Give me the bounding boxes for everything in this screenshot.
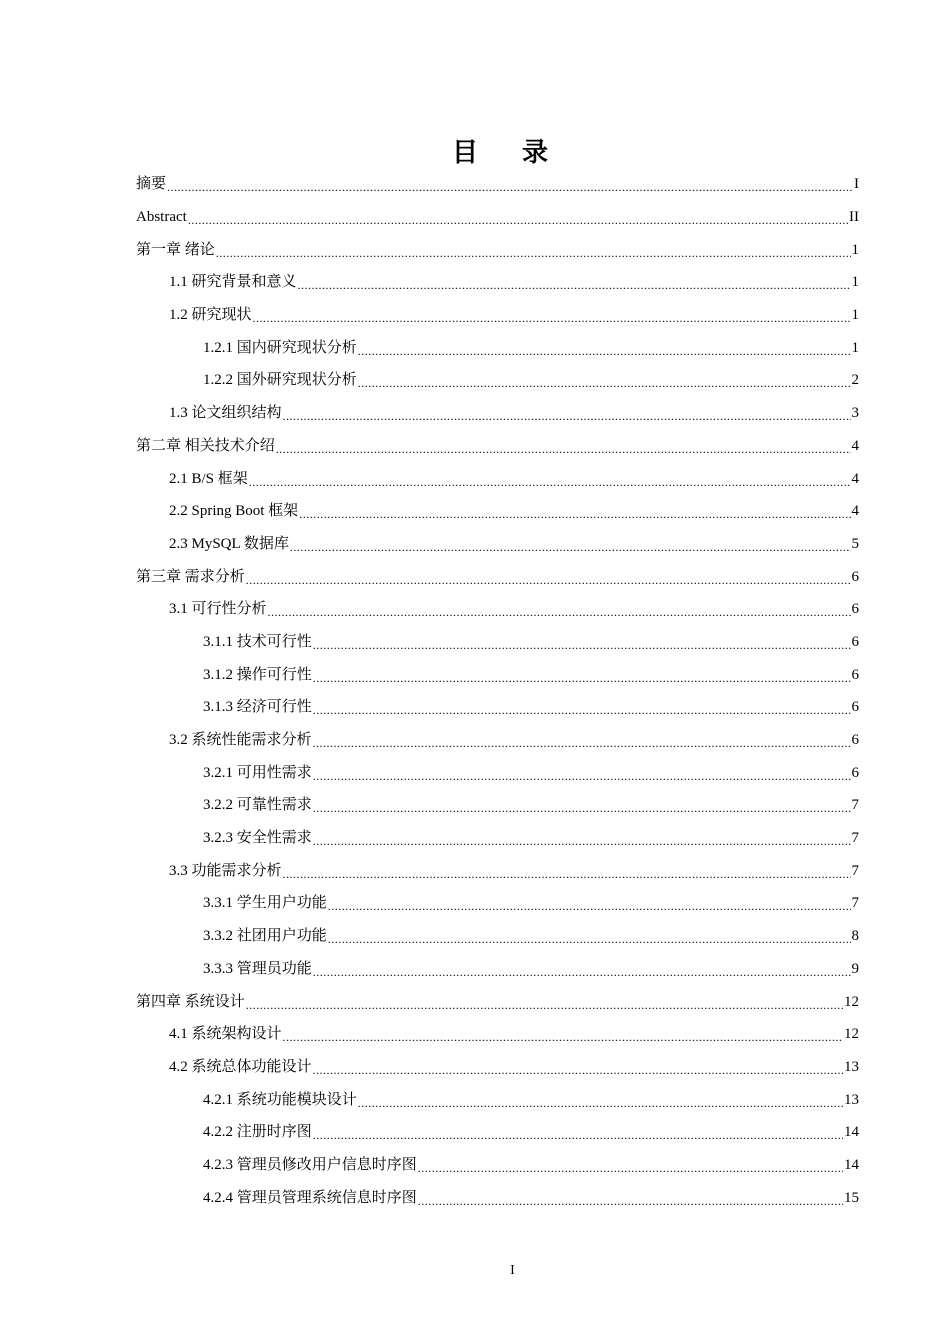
toc-entry-label: 2.1 B/S 框架 <box>169 470 248 487</box>
toc-entry-label: 4.2.3 管理员修改用户信息时序图 <box>203 1156 417 1173</box>
toc-dot-leader <box>299 504 850 524</box>
toc-dot-leader <box>418 1158 843 1178</box>
toc-entry[interactable] <box>136 920 859 953</box>
toc-entry-page-number: 4 <box>851 437 859 454</box>
toc-entry-page-number: 13 <box>844 1058 859 1075</box>
toc-dot-leader <box>246 995 843 1015</box>
toc-entry-label: 第三章 需求分析 <box>136 568 245 585</box>
toc-entry-page-number: 6 <box>851 601 859 618</box>
toc-entry-page-number: 1 <box>851 339 859 356</box>
toc-entry-label: 4.2 系统总体功能设计 <box>169 1058 312 1075</box>
toc-entry-page-number: II <box>849 209 859 226</box>
toc-entry[interactable] <box>136 168 859 201</box>
toc-dot-leader <box>283 406 851 426</box>
toc-entry-label: 摘要 <box>136 176 167 193</box>
toc-dot-leader <box>313 635 851 655</box>
toc-entry-page-number: 6 <box>851 633 859 650</box>
toc-entry-label: 3.2.3 安全性需求 <box>203 830 312 847</box>
toc-title-char-2: 录 <box>522 138 549 168</box>
toc-dot-leader <box>313 962 851 982</box>
toc-entry-page-number: 7 <box>851 797 859 814</box>
toc-entry-page-number: 12 <box>844 1026 859 1043</box>
toc-dot-leader <box>188 210 848 230</box>
toc-title-char-1: 目 <box>451 138 478 168</box>
toc-list <box>136 168 859 1214</box>
toc-entry-page-number: 6 <box>851 732 859 749</box>
toc-entry-label: 3.1.1 技术可行性 <box>203 633 312 650</box>
toc-entry-label: 3.3.2 社团用户功能 <box>203 928 327 945</box>
toc-entry-label: 1.2 研究现状 <box>169 307 252 324</box>
toc-dot-leader <box>313 668 851 688</box>
toc-entry-page-number: 6 <box>851 568 859 585</box>
toc-entry[interactable] <box>136 1149 859 1182</box>
toc-entry[interactable] <box>136 462 859 495</box>
toc-dot-leader <box>298 275 851 295</box>
toc-entry[interactable] <box>136 528 859 561</box>
toc-entry-label: 第四章 系统设计 <box>136 993 245 1010</box>
toc-entry-label: 第一章 绪论 <box>136 241 215 258</box>
toc-dot-leader <box>253 308 851 328</box>
toc-entry-page-number: 13 <box>844 1091 859 1108</box>
toc-entry-label: 第二章 相关技术介绍 <box>136 437 275 454</box>
toc-entry-page-number: 14 <box>844 1156 859 1173</box>
toc-entry-page-number: 6 <box>851 666 859 683</box>
toc-dot-leader <box>290 537 851 557</box>
toc-entry-page-number: 1 <box>851 274 859 291</box>
toc-entry[interactable] <box>136 985 859 1018</box>
toc-entry-label: 3.1.3 经济可行性 <box>203 699 312 716</box>
toc-entry[interactable] <box>136 756 859 789</box>
toc-entry-page-number: 3 <box>851 405 859 422</box>
toc-dot-leader <box>313 1060 843 1080</box>
toc-entry[interactable] <box>136 593 859 626</box>
toc-entry-label: 3.3 功能需求分析 <box>169 862 282 879</box>
toc-dot-leader <box>358 341 851 361</box>
toc-entry-label: 3.3.1 学生用户功能 <box>203 895 327 912</box>
toc-dot-leader <box>283 864 851 884</box>
toc-entry-label: 1.2.1 国内研究现状分析 <box>203 339 357 356</box>
toc-entry[interactable] <box>136 658 859 691</box>
toc-entry-label: 1.2.2 国外研究现状分析 <box>203 372 357 389</box>
toc-entry-page-number: 1 <box>851 241 859 258</box>
toc-entry[interactable] <box>136 495 859 528</box>
toc-entry-label: 3.1.2 操作可行性 <box>203 666 312 683</box>
toc-dot-leader <box>313 766 851 786</box>
toc-entry-label: Abstract <box>136 209 187 226</box>
toc-entry-page-number: 9 <box>851 960 859 977</box>
toc-dot-leader <box>328 929 851 949</box>
toc-dot-leader <box>313 733 851 753</box>
toc-entry[interactable] <box>136 560 859 593</box>
toc-entry-label: 3.1 可行性分析 <box>169 601 267 618</box>
toc-entry-label: 4.2.1 系统功能模块设计 <box>203 1091 357 1108</box>
toc-dot-leader <box>246 570 851 590</box>
toc-entry-page-number: 5 <box>851 535 859 552</box>
footer-page-number: I <box>510 1263 515 1278</box>
toc-entry[interactable] <box>136 266 859 299</box>
toc-title <box>0 136 950 170</box>
toc-entry-page-number: 6 <box>851 699 859 716</box>
toc-dot-leader <box>268 602 851 622</box>
toc-entry[interactable] <box>136 201 859 234</box>
toc-entry[interactable] <box>136 953 859 986</box>
toc-entry[interactable] <box>136 1051 859 1084</box>
toc-entry[interactable] <box>136 299 859 332</box>
toc-entry[interactable] <box>136 789 859 822</box>
toc-entry[interactable] <box>136 364 859 397</box>
toc-entry[interactable] <box>136 854 859 887</box>
toc-entry-page-number: 12 <box>844 993 859 1010</box>
toc-entry-label: 1.3 论文组织结构 <box>169 405 282 422</box>
toc-entry[interactable] <box>136 233 859 266</box>
toc-dot-leader <box>216 243 851 263</box>
toc-entry[interactable] <box>136 1181 859 1214</box>
toc-entry-label: 2.3 MySQL 数据库 <box>169 535 289 552</box>
toc-entry-page-number: 4 <box>851 470 859 487</box>
toc-entry-page-number: 7 <box>851 862 859 879</box>
toc-entry-label: 4.2.4 管理员管理系统信息时序图 <box>203 1189 417 1206</box>
toc-entry[interactable] <box>136 691 859 724</box>
toc-entry[interactable] <box>136 331 859 364</box>
toc-entry-page-number: 4 <box>851 503 859 520</box>
toc-dot-leader <box>328 896 851 916</box>
toc-entry-label: 3.3.3 管理员功能 <box>203 960 312 977</box>
toc-entry[interactable] <box>136 626 859 659</box>
toc-dot-leader <box>167 177 853 197</box>
toc-entry-label: 1.1 研究背景和意义 <box>169 274 297 291</box>
toc-dot-leader <box>313 1125 843 1145</box>
toc-entry-page-number: 14 <box>844 1124 859 1141</box>
toc-entry[interactable] <box>136 1083 859 1116</box>
toc-dot-leader <box>249 472 851 492</box>
toc-dot-leader <box>276 439 851 459</box>
toc-entry-page-number: 6 <box>851 764 859 781</box>
toc-entry-page-number: 2 <box>851 372 859 389</box>
toc-entry-label: 3.2 系统性能需求分析 <box>169 732 312 749</box>
toc-entry[interactable] <box>136 1116 859 1149</box>
toc-entry[interactable] <box>136 822 859 855</box>
toc-dot-leader <box>358 373 851 393</box>
toc-entry-label: 4.2.2 注册时序图 <box>203 1124 312 1141</box>
toc-entry[interactable] <box>136 887 859 920</box>
toc-entry[interactable] <box>136 397 859 430</box>
toc-entry-label: 3.2.1 可用性需求 <box>203 764 312 781</box>
toc-entry-page-number: 7 <box>851 895 859 912</box>
toc-entry-label: 4.1 系统架构设计 <box>169 1026 282 1043</box>
toc-entry-page-number: 15 <box>844 1189 859 1206</box>
toc-dot-leader <box>313 831 851 851</box>
toc-entry[interactable] <box>136 724 859 757</box>
toc-dot-leader <box>313 700 851 720</box>
toc-entry-page-number: 1 <box>851 307 859 324</box>
toc-dot-leader <box>358 1093 843 1113</box>
toc-entry-label: 2.2 Spring Boot 框架 <box>169 503 299 520</box>
toc-dot-leader <box>418 1191 843 1211</box>
toc-entry[interactable] <box>136 1018 859 1051</box>
toc-entry-label: 3.2.2 可靠性需求 <box>203 797 312 814</box>
toc-entry-page-number: I <box>854 176 859 193</box>
toc-entry-page-number: 8 <box>851 928 859 945</box>
toc-dot-leader <box>313 798 851 818</box>
toc-entry[interactable] <box>136 430 859 463</box>
toc-dot-leader <box>283 1027 843 1047</box>
toc-entry-page-number: 7 <box>851 830 859 847</box>
